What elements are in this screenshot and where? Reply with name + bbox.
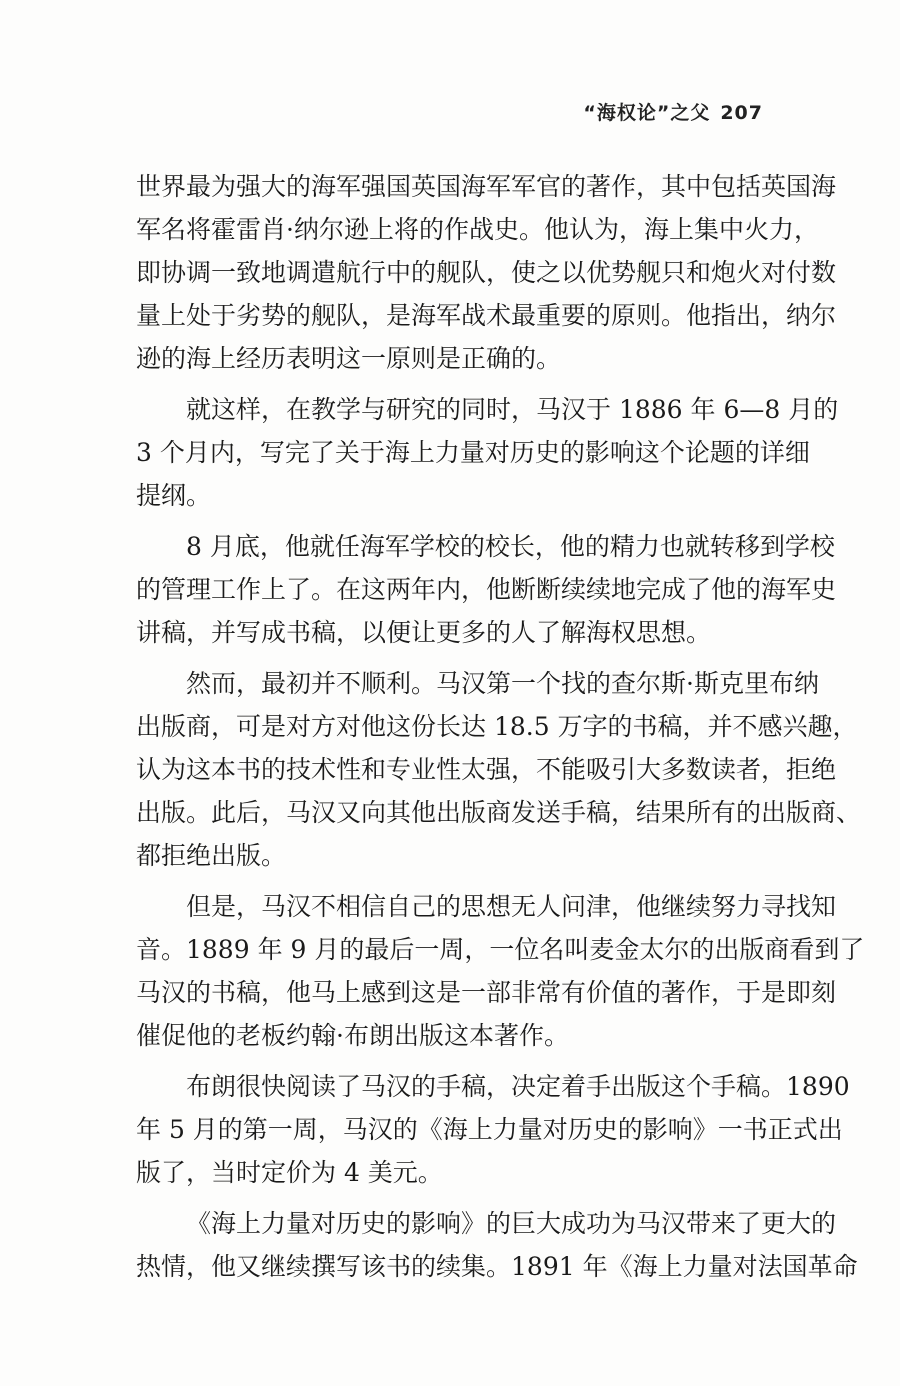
text-line: 的管理工作上了。在这两年内，他断断续续地完成了他的海军史 (136, 575, 837, 604)
text-line: 就这样，在教学与研究的同时，马汉于 1886 年 6—8 月的 (186, 395, 839, 424)
text-line: 布朗很快阅读了马汉的手稿，决定着手出版这个手稿。1890 (186, 1072, 850, 1101)
text-line: 版了，当时定价为 4 美元。 (136, 1158, 443, 1187)
paragraph (136, 662, 862, 877)
text-line: 量上处于劣势的舰队，是海军战术最重要的原则。他指出，纳尔 (136, 301, 837, 330)
text-line: 催促他的老板约翰·布朗出版这本著作。 (136, 1021, 569, 1050)
paragraph (136, 165, 837, 380)
running-head (583, 98, 763, 125)
text-line: 提纲。 (136, 481, 212, 510)
paragraph (136, 885, 865, 1057)
body-text (136, 165, 865, 1288)
text-line: 8 月底，他就任海军学校的校长，他的精力也就转移到学校 (186, 532, 835, 561)
paragraph (136, 388, 839, 517)
text-line: 马汉的书稿，他马上感到这是一部非常有价值的著作，于是即刻 (136, 978, 837, 1007)
text-line: 世界最为强大的海军强国英国海军军官的著作，其中包括英国海 (136, 172, 837, 201)
text-line: 都拒绝出版。 (136, 841, 287, 870)
text-line: 军名将霍雷肖·纳尔逊上将的作战史。他认为，海上集中火力， (136, 215, 819, 244)
paragraph (136, 1202, 858, 1288)
text-line: 出版。此后，马汉又向其他出版商发送手稿，结果所有的出版商、 (136, 798, 862, 827)
chapter-title: “海权论”之父 (583, 102, 711, 124)
text-line: 但是，马汉不相信自己的思想无人问津，他继续努力寻找知 (186, 892, 837, 921)
text-line: 年 5 月的第一周，马汉的《海上力量对历史的影响》一书正式出 (136, 1115, 843, 1144)
text-line: 出版商，可是对方对他这份长达 18.5 万字的书稿，并不感兴趣， (136, 712, 858, 741)
paragraph (136, 1065, 850, 1194)
text-line: 热情，他又继续撰写该书的续集。1891 年《海上力量对法国革命 (136, 1252, 858, 1281)
text-line: 3 个月内，写完了关于海上力量对历史的影响这个论题的详细 (136, 438, 810, 467)
text-line: 讲稿，并写成书稿，以便让更多的人了解海权思想。 (136, 618, 712, 647)
text-line: 《海上力量对历史的影响》的巨大成功为马汉带来了更大的 (186, 1209, 837, 1238)
text-line: 音。1889 年 9 月的最后一周，一位名叫麦金太尔的出版商看到了 (136, 935, 865, 964)
text-line: 逊的海上经历表明这一原则是正确的。 (136, 344, 562, 373)
text-line: 然而，最初并不顺利。马汉第一个找的查尔斯·斯克里布纳 (186, 669, 819, 698)
text-line: 认为这本书的技术性和专业性太强，不能吸引大多数读者，拒绝 (136, 755, 837, 784)
text-line: 即协调一致地调遣航行中的舰队，使之以优势舰只和炮火对付数 (136, 258, 837, 287)
page-number: 207 (720, 102, 763, 124)
paragraph (136, 525, 837, 654)
